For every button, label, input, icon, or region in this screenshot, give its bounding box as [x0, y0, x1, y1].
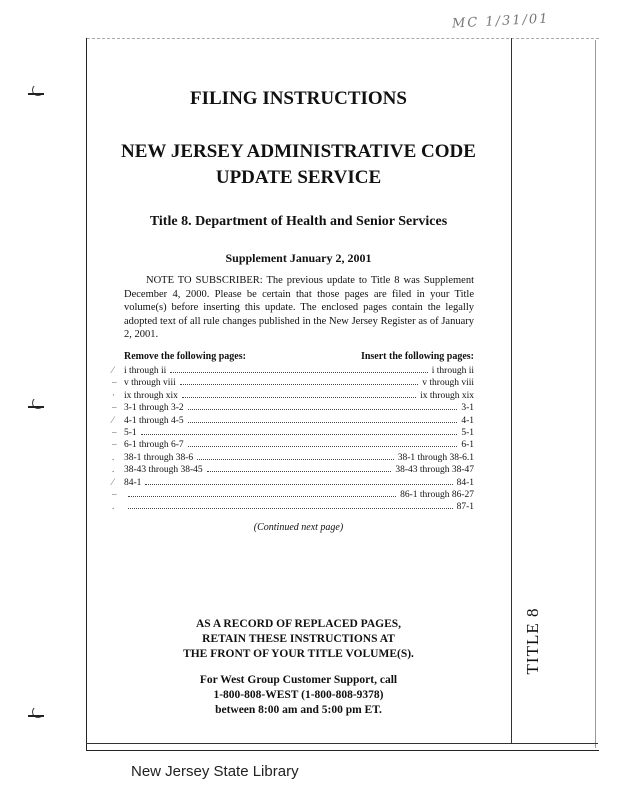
insert-pages: 86-1 through 86-27: [400, 489, 474, 500]
side-tab: [516, 596, 550, 686]
tab-divider-line: [511, 38, 512, 744]
bottom-rule: [86, 743, 598, 744]
page-row: – 3-1 through 3-2 3-1: [112, 402, 474, 414]
continued-note: (Continued next page): [253, 522, 344, 533]
page-row: . 38-43 through 38-45 38-43 through 38-47: [112, 464, 474, 476]
insert-pages: v through viii: [422, 378, 474, 389]
insert-pages: 6-1: [461, 440, 474, 451]
page-row: – v through viii v through viii: [112, 377, 474, 389]
insert-pages: 4-1: [461, 415, 474, 426]
record-notice-line: AS A RECORD OF REPLACED PAGES,: [195, 618, 402, 630]
remove-pages: 5-1: [124, 427, 137, 438]
remove-header: Remove the following pages:: [124, 351, 246, 362]
side-tab-label: TITLE 8: [523, 607, 542, 675]
support-phone: 1-800-808-WEST (1-800-808-9378): [213, 689, 384, 701]
page-row: – 6-1 through 6-7 6-1: [112, 439, 474, 451]
insert-pages: 84-1: [456, 477, 474, 488]
page-row: – 5-1 5-1: [112, 426, 474, 438]
insert-pages: i through ii: [431, 366, 474, 376]
insert-pages: ix through xix: [420, 390, 474, 401]
page-title: FILING INSTRUCTIONS: [190, 88, 407, 109]
insert-pages: 5-1: [461, 427, 474, 438]
page-list: [112, 364, 474, 513]
library-stamp: New Jersey State Library: [131, 763, 299, 780]
code-heading-line: UPDATE SERVICE: [215, 167, 382, 188]
page-row: . 38-1 through 38-6 38-1 through 38-6.1: [112, 451, 474, 463]
support-hours: between 8:00 am and 5:00 pm ET.: [215, 704, 382, 716]
insert-pages: 3-1: [461, 403, 474, 414]
remove-pages: 6-1 through 6-7: [124, 440, 184, 451]
page-row: ⁄ 4-1 through 4-5 4-1: [112, 414, 474, 426]
insert-pages: 87-1: [456, 502, 474, 513]
page-row: ⁄ i through ii i through ii: [112, 365, 474, 376]
binder-hole-mark: [24, 706, 46, 720]
page-row: . 87-1: [112, 501, 474, 513]
record-notice-line: THE FRONT OF YOUR TITLE VOLUME(S).: [183, 648, 414, 660]
remove-pages: 84-1: [124, 477, 142, 488]
remove-pages: i through ii: [124, 366, 167, 376]
support-line: For West Group Customer Support, call: [199, 674, 398, 686]
remove-pages: 38-43 through 38-45: [124, 465, 203, 476]
support-notice: [86, 673, 511, 718]
page-columns-header: [124, 351, 474, 365]
subscriber-note: NOTE TO SUBSCRIBER: The previous update to Title 8 was Supplement December 4, 2000. Please be certain that those pages are filed in your Title volume(s) before inserting this update. The enclosed pages contain the legally adopted text of all rule changes published in the New Jersey Register as of January 2, 2001.: [124, 275, 474, 340]
record-notice-line: RETAIN THESE INSTRUCTIONS AT: [202, 633, 395, 645]
binder-hole-mark: [24, 84, 46, 98]
record-notice: [86, 617, 511, 662]
page-row: ⁄ 84-1 84-1: [112, 476, 474, 488]
code-heading-line: NEW JERSEY ADMINISTRATIVE CODE: [121, 141, 476, 162]
handwritten-note: MC 1/31/01: [451, 11, 550, 32]
remove-pages: 4-1 through 4-5: [124, 415, 184, 426]
remove-pages: 38-1 through 38-6: [124, 452, 194, 463]
insert-header: Insert the following pages:: [360, 351, 474, 362]
binder-hole-mark: [24, 397, 46, 411]
remove-pages: 3-1 through 3-2: [124, 403, 184, 414]
supplement-date: Supplement January 2, 2001: [225, 251, 372, 265]
insert-pages: 38-43 through 38-47: [395, 465, 474, 476]
department-heading: Title 8. Department of Health and Senior Services: [149, 214, 448, 229]
page-edge-line: [595, 40, 596, 748]
remove-pages: ix through xix: [124, 390, 178, 401]
page-row: – 86-1 through 86-27: [112, 488, 474, 500]
code-heading: [86, 139, 511, 191]
insert-pages: 38-1 through 38-6.1: [397, 452, 474, 463]
page-row: · ix through xix ix through xix: [112, 389, 474, 401]
remove-pages: v through viii: [124, 378, 176, 389]
